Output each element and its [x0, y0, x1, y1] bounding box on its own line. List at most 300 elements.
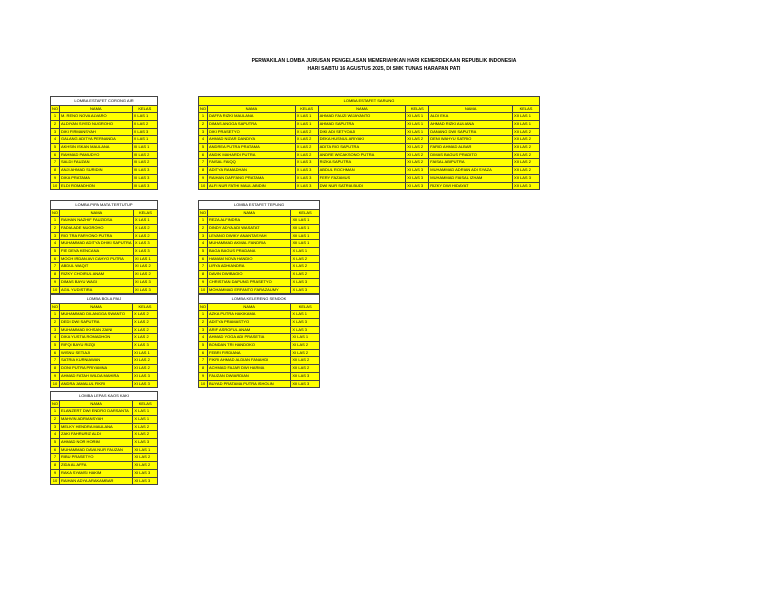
row-number: 9 [51, 278, 60, 286]
class-name: X LAS 3 [295, 167, 318, 175]
class-name: X LAS 1 [133, 217, 157, 225]
table-title-row [199, 201, 320, 210]
student-name: WISNU SETIAJI [60, 349, 133, 357]
table-title: LOMBA ESTAFET SARUNG [199, 97, 540, 106]
student-name: LEVANO DWIKY ANANTASYAH [208, 232, 291, 240]
table-row [51, 232, 158, 240]
class-name: X LAS 3 [291, 278, 320, 286]
class-name: XI LAS 3 [406, 182, 429, 190]
row-number: 5 [199, 248, 208, 256]
student-name: DIMAS BAYU WAGI [60, 278, 134, 286]
row-number: 10 [199, 380, 208, 388]
row-number: 10 [199, 182, 208, 190]
student-name: RIZKA SAPUTRA [318, 159, 406, 167]
class-name: X LAS 1 [295, 120, 318, 128]
table-row [199, 349, 320, 357]
student-name: AGIL YUDISTIRA [60, 286, 134, 294]
row-number: 1 [199, 217, 208, 225]
table-row [51, 380, 158, 388]
table-header-row [51, 303, 158, 311]
table-row [51, 423, 158, 431]
class-name: X LAS 3 [295, 174, 318, 182]
table-row [51, 454, 158, 462]
table-row [199, 271, 320, 279]
class-name: XII LAS 2 [513, 144, 540, 152]
column-header-nama: NAMA [208, 303, 291, 311]
class-name: X LAS 2 [133, 318, 158, 326]
student-name: MELKY HENDRA MAULANA [60, 423, 133, 431]
class-name: X LAS 2 [291, 255, 320, 263]
class-name: XI LAS 2 [132, 159, 157, 167]
class-name: XI LAS 1 [406, 128, 429, 136]
column-header-kelas: KELAS [133, 209, 157, 217]
row-number: 6 [51, 255, 60, 263]
class-name: X LAS 3 [291, 286, 320, 294]
student-name: ADITYA RAMADHAN [208, 167, 296, 175]
row-number: 2 [51, 415, 60, 423]
student-name: DAFFA RIZKI MAULANA [208, 113, 296, 121]
table-row [51, 248, 158, 256]
row-number: 8 [199, 167, 208, 175]
row-number: 4 [51, 431, 60, 439]
student-name: FAUZAN DWIARDIAN [208, 372, 291, 380]
table-row [51, 349, 158, 357]
class-name: XI LAS 2 [291, 342, 320, 350]
student-name: FERY FAZAMUS [318, 174, 406, 182]
student-name: FAISAL FAIQQ [208, 159, 296, 167]
column-header-nama: NAMA [60, 209, 134, 217]
table-estafet-sarung [198, 96, 540, 190]
table-row [51, 151, 158, 159]
row-number: 6 [199, 255, 208, 263]
student-name: MOCH IRDAN AVI CAHYO PUTRA [60, 255, 134, 263]
row-number: 9 [51, 469, 60, 477]
student-name: RAIHAN ADYA ARAKAMBAR [60, 477, 133, 485]
class-name: X LAS 1 [132, 113, 157, 121]
table-row [51, 446, 158, 454]
student-name: MUHAMMAD DAVA NUR FAUZAN [60, 446, 133, 454]
row-number: 2 [199, 318, 208, 326]
student-name: DWI NUR SATRIA BUDI [318, 182, 406, 190]
table-row [199, 380, 320, 388]
table-row [199, 342, 320, 350]
class-name: X LAS 2 [133, 334, 158, 342]
table-header-row [51, 105, 158, 113]
row-number: 5 [51, 342, 60, 350]
row-number: 2 [51, 224, 60, 232]
student-name: DIKI PRASETYO [208, 128, 296, 136]
class-name: XI LAS 1 [133, 255, 157, 263]
column-header-no: NO [51, 209, 60, 217]
class-name: XII LAS 2 [291, 357, 320, 365]
student-name: DIKA YUSTIA ROMADHON [60, 334, 133, 342]
row-number: 1 [51, 408, 60, 416]
class-name: XII LAS 1 [291, 217, 320, 225]
class-name: X LAS 2 [295, 151, 318, 159]
table-row [51, 136, 158, 144]
student-name: GALANG ADITYA PERNANDA [60, 136, 133, 144]
class-name: XI LAS 2 [133, 271, 157, 279]
row-number: 5 [51, 439, 60, 447]
student-name: AZKA PUTRA HAKIKAMA [208, 311, 291, 319]
class-name: X LAS 2 [291, 263, 320, 271]
table-row [51, 224, 158, 232]
table-row [51, 342, 158, 350]
student-name: RAIHAN DAFFANG PRATAMA [208, 174, 296, 182]
row-number: 9 [199, 278, 208, 286]
class-name: XII LAS 2 [513, 159, 540, 167]
row-number: 4 [199, 334, 208, 342]
student-name: ANDRA JAMALUL FIKRI [60, 380, 133, 388]
student-name: AHMAD YOGA ADI PRASETIA [208, 334, 291, 342]
class-name: X LAS 2 [295, 144, 318, 152]
student-name: ELDI ROMADHON [60, 182, 133, 190]
student-name: ANDIK MAHARDI PUTRA [208, 151, 296, 159]
class-name: XI LAS 1 [132, 144, 157, 152]
class-name: X LAS 2 [133, 224, 157, 232]
row-number: 10 [51, 477, 60, 485]
table-row [199, 334, 320, 342]
table-estafet-tepung [198, 200, 320, 294]
column-header-kelas: KELAS [295, 105, 318, 113]
row-number: 1 [51, 311, 60, 319]
student-name: FADIA ADE NUGROHO [60, 224, 134, 232]
row-number: 5 [51, 144, 60, 152]
row-number: 7 [51, 263, 60, 271]
table-title-row [51, 97, 158, 106]
student-name: AKHSIN ISKAN MAULANA [60, 144, 133, 152]
student-name: DIKI FIRMANSYAH [60, 128, 133, 136]
class-name: X LAS 2 [133, 232, 157, 240]
row-number: 1 [51, 113, 60, 121]
table-row [51, 334, 158, 342]
student-name: ZIDA AL AFFA [60, 462, 133, 470]
table-row [51, 365, 158, 373]
student-name: ELANZERT DWI ENDRO DARSANTA [60, 408, 133, 416]
class-name: XI LAS 1 [291, 334, 320, 342]
table-row [51, 120, 158, 128]
row-number: 9 [51, 372, 60, 380]
table-title: LOMBA ESTAFET TEPUNG [199, 201, 320, 210]
row-number: 1 [199, 311, 208, 319]
column-header-nama: NAMA [208, 105, 296, 113]
row-number: 1 [199, 113, 208, 121]
class-name: XI LAS 3 [132, 167, 157, 175]
table-row [199, 232, 320, 240]
table-row [199, 182, 540, 190]
class-name: X LAS 2 [133, 431, 158, 439]
row-number: 3 [51, 128, 60, 136]
class-name: X LAS 3 [132, 128, 157, 136]
table-row [199, 365, 320, 373]
table-row [199, 113, 540, 121]
table-row [199, 255, 320, 263]
table-row [51, 462, 158, 470]
student-name: RIO TRA FARYONO PUTRA [60, 232, 134, 240]
class-name: X LAS 2 [295, 136, 318, 144]
table-row [51, 240, 158, 248]
student-name: DIMAS ANGGA SAPUTRA [208, 120, 296, 128]
student-name: REZA ALFINDRA [208, 217, 291, 225]
column-header-no: NO [51, 105, 60, 113]
table-row [51, 357, 158, 365]
class-name: X LAS 2 [132, 120, 157, 128]
class-name: XI LAS 1 [406, 113, 429, 121]
row-number: 2 [51, 120, 60, 128]
column-header-kelas: KELAS [291, 303, 320, 311]
table-row [199, 326, 320, 334]
student-name: DINDY ADYA ADI WASATAT [208, 224, 291, 232]
student-name: DAVIN DWIBAGIO [208, 271, 291, 279]
class-name: X LAS 3 [133, 248, 157, 256]
row-number: 8 [199, 271, 208, 279]
column-header-kelas: KELAS [513, 105, 540, 113]
class-name: XI LAS 2 [132, 151, 157, 159]
row-number: 9 [199, 174, 208, 182]
student-name: FARID AHMAD ALBAR [429, 144, 513, 152]
table-row [51, 159, 158, 167]
table-row [51, 431, 158, 439]
row-number: 8 [51, 365, 60, 373]
table-row [51, 271, 158, 279]
row-number: 3 [51, 232, 60, 240]
table-row [199, 263, 320, 271]
class-name: XI LAS 3 [133, 278, 157, 286]
row-number: 2 [199, 120, 208, 128]
student-name: ALDIYAN SIYED NUGROHO [60, 120, 133, 128]
class-name: XI LAS 2 [406, 144, 429, 152]
class-name: XII LAS 1 [291, 224, 320, 232]
table-row [199, 120, 540, 128]
student-name: ANDRE WICAKSONO PUTRA [318, 151, 406, 159]
row-number: 9 [51, 174, 60, 182]
student-name: ALFI NUR FATHI MAUL ABIDIN [208, 182, 296, 190]
table-title: LOMBA KELERENG SENDOK [199, 295, 320, 304]
row-number: 5 [51, 248, 60, 256]
table-row [51, 167, 158, 175]
class-name: XI LAS 3 [406, 167, 429, 175]
class-name: XII LAS 1 [513, 120, 540, 128]
class-name: XII LAS 3 [291, 372, 320, 380]
column-header-kelas: KELAS [133, 303, 158, 311]
class-name: X LAS 3 [295, 182, 318, 190]
student-name: MUHAMMAD AKMAL FANDRIA [208, 240, 291, 248]
table-title-row [51, 201, 158, 210]
student-name: ARIF ASROFUL ANAM [208, 326, 291, 334]
row-number: 1 [51, 217, 60, 225]
class-name: X LAS 1 [291, 311, 320, 319]
student-name: DEKA HUSNUL ARIYAKI [318, 136, 406, 144]
class-name: X LAS 3 [133, 342, 158, 350]
table-row [199, 167, 540, 175]
row-number: 3 [199, 232, 208, 240]
table-title-row [51, 392, 158, 401]
row-number: 3 [51, 423, 60, 431]
document-title-line-1: PERWAKILAN LOMBA JURUSAN PENGELASAN MEMERIAHKAN HARI KEMERDEKAAN REPUBLIK INDONESIA [251, 58, 517, 64]
student-name: CHRISTIAN DAPUNG PRASETYO [208, 278, 291, 286]
student-name: DONI PUTRA PRIYAMNA [60, 365, 133, 373]
row-number: 7 [51, 357, 60, 365]
student-name: ZAKI FAHRURIZ ALDI [60, 431, 133, 439]
table-row [199, 224, 320, 232]
class-name: XII LAS 1 [291, 240, 320, 248]
table-row [51, 255, 158, 263]
class-name: XI LAS 3 [133, 372, 158, 380]
student-name: DANANG DWI SAPUTRA [429, 128, 513, 136]
class-name: XI LAS 3 [132, 182, 157, 190]
class-name: XI LAS 2 [406, 151, 429, 159]
column-header-no: NO [199, 105, 208, 113]
student-name: ADITYA PRAMASTYO [208, 318, 291, 326]
class-name: XI LAS 3 [133, 380, 158, 388]
student-name: ABDUL ROCHMAN [318, 167, 406, 175]
column-header-kelas: KELAS [132, 105, 157, 113]
table-row [51, 182, 158, 190]
class-name: XI LAS 1 [406, 120, 429, 128]
student-name: LIRYA ADHIANDRA [208, 263, 291, 271]
table-row [199, 286, 320, 294]
table-row [51, 439, 158, 447]
row-number: 3 [199, 128, 208, 136]
class-name: XII LAS 1 [291, 232, 320, 240]
row-number: 8 [199, 365, 208, 373]
table-row [199, 357, 320, 365]
table-row [51, 408, 158, 416]
table-row [51, 469, 158, 477]
student-name: FIE DEVA KENCANA [60, 248, 134, 256]
table-row [51, 263, 158, 271]
student-name: AHMAD NOR HORIM [60, 439, 133, 447]
class-name: X LAS 3 [291, 326, 320, 334]
student-name: ADITA RIO SAPUTRA [318, 144, 406, 152]
student-name: ANDREA PUTRA PRATAMA [208, 144, 296, 152]
student-name: SALDI FAUZAN [60, 159, 133, 167]
student-name: MUHAMMAD IKHSAN ZAINI [60, 326, 133, 334]
student-name: RIFQI BAYU RIZQI [60, 342, 133, 350]
table-title-row [51, 295, 158, 304]
table-header-row [51, 209, 158, 217]
table-row [51, 326, 158, 334]
student-name: DENI WAHYU SATRIO [429, 136, 513, 144]
student-name: ALDI EKA [429, 113, 513, 121]
student-name: RIZKY CHOIRUL ANAM [60, 271, 134, 279]
student-name: AHMAD RIZKI AULIANA [429, 120, 513, 128]
row-number: 6 [199, 151, 208, 159]
row-number: 4 [51, 334, 60, 342]
row-number: 7 [51, 454, 60, 462]
student-name: RAHMAD PAMUDYO [60, 151, 133, 159]
class-name: XI LAS 2 [406, 136, 429, 144]
student-name: RIZKY DWI HIDAYAT [429, 182, 513, 190]
student-name: M. RENO NOVA ALVARO [60, 113, 133, 121]
table-row [199, 174, 540, 182]
table-row [199, 144, 540, 152]
table-row [51, 311, 158, 319]
row-number: 4 [199, 136, 208, 144]
table-header-row [199, 303, 320, 311]
table-title: LOMBA LEPAS KAOS KAKI [51, 392, 158, 401]
table-row [199, 240, 320, 248]
class-name: XII LAS 2 [513, 136, 540, 144]
table-row [51, 286, 158, 294]
class-name: XI LAS 3 [132, 174, 157, 182]
class-name: X LAS 2 [133, 326, 158, 334]
class-name: X LAS 3 [291, 318, 320, 326]
table-row [199, 128, 540, 136]
row-number: 6 [51, 151, 60, 159]
table-row [51, 174, 158, 182]
row-number: 8 [51, 462, 60, 470]
table-header-row [51, 400, 158, 408]
student-name: DIKI ADI SETYOAJI [318, 128, 406, 136]
column-header-no: NO [199, 209, 208, 217]
table-corong-air [50, 96, 158, 190]
table-row [51, 144, 158, 152]
student-name: MUHAMMAD ADRIAN ADI SYAZA [429, 167, 513, 175]
table-bola-paij [50, 294, 158, 388]
class-name: XI LAS 3 [406, 174, 429, 182]
class-name: XI LAS 1 [133, 349, 158, 357]
table-header-row [199, 209, 320, 217]
class-name: XII LAS 2 [291, 365, 320, 373]
class-name: X LAS 1 [291, 248, 320, 256]
column-header-kelas: KELAS [406, 105, 429, 113]
table-row [199, 136, 540, 144]
class-name: X LAS 1 [295, 113, 318, 121]
column-header-nama: NAMA [60, 400, 133, 408]
student-name: DIKA PRATAMA [60, 174, 133, 182]
student-name: SATRIA KURNIAWAN [60, 357, 133, 365]
row-number: 7 [199, 159, 208, 167]
student-name: FAISAL ABIPUTRA [429, 159, 513, 167]
class-name: XI LAS 2 [133, 365, 158, 373]
class-name: XI LAS 1 [133, 446, 158, 454]
row-number: 8 [51, 167, 60, 175]
table-title: LOMBA PIPA MATA TERTUTUP [51, 201, 158, 210]
table-header-row [199, 105, 540, 113]
class-name: XI LAS 3 [133, 469, 158, 477]
row-number: 7 [199, 357, 208, 365]
row-number: 8 [51, 271, 60, 279]
student-name: BAGA BAGUS PRADANA [208, 248, 291, 256]
table-title-row [199, 97, 540, 106]
class-name: XII LAS 2 [513, 151, 540, 159]
table-title: LOMBA BOLA PAIJ [51, 295, 158, 304]
table-row [199, 278, 320, 286]
table-row [51, 318, 158, 326]
student-name: FIKRI AHMAD ALDIAN FANAHDI [208, 357, 291, 365]
row-number: 4 [51, 136, 60, 144]
row-number: 9 [199, 372, 208, 380]
table-row [51, 217, 158, 225]
student-name: MUHAMMAD DILANGGA SWANTO [60, 311, 133, 319]
row-number: 6 [51, 349, 60, 357]
row-number: 7 [199, 263, 208, 271]
class-name: X LAS 1 [133, 408, 158, 416]
class-name: XI LAS 2 [133, 454, 158, 462]
table-row [199, 217, 320, 225]
student-name: AHMAD FAUZI WIJAYANTO [318, 113, 406, 121]
table-row [51, 477, 158, 485]
class-name: XI LAS 2 [133, 357, 158, 365]
class-name: XII LAS 3 [513, 174, 540, 182]
student-name: AHMAD SAPUTRA [318, 120, 406, 128]
class-name: XII LAS 1 [513, 113, 540, 121]
table-row [199, 318, 320, 326]
class-name: XI LAS 2 [291, 349, 320, 357]
document-title-line-2: HARI SABTU 16 AGUSTUS 2025, DI SMK TUNAS HARAPAN PATI [307, 66, 461, 72]
class-name: XII LAS 3 [513, 182, 540, 190]
